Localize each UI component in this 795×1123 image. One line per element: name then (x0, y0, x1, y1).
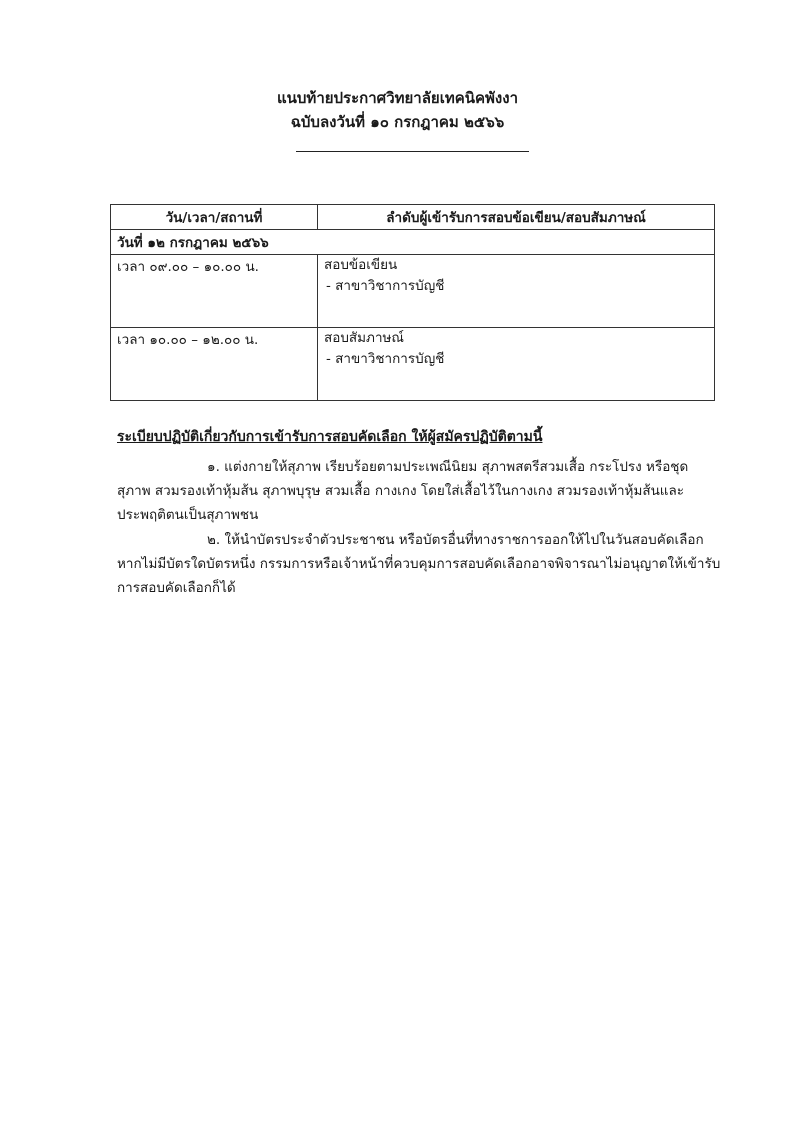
rules-heading: ระเบียบปฏิบัติเกี่ยวกับการเข้ารับการสอบคัดเลือก ให้ผู้สมัครปฏิบัติตามนี้ (117, 429, 543, 445)
table-row (111, 255, 715, 328)
time-cell: เวลา ๐๙.๐๐ – ๑๐.๐๐ น. (111, 255, 318, 328)
column-header-order: ลำดับผู้เข้ารับการสอบข้อเขียน/สอบสัมภาษณ์ (318, 205, 715, 230)
table-row (111, 328, 715, 401)
rule-text-line: ประพฤติตนเป็นสุภาพชน (117, 507, 259, 523)
exam-date: วันที่ ๑๒ กรกฎาคม ๒๕๖๖ (111, 230, 715, 255)
rule-item-1 (117, 455, 721, 527)
time-cell: เวลา ๑๐.๐๐ – ๑๒.๐๐ น. (111, 328, 318, 401)
activity-label: สอบข้อเขียน (324, 257, 398, 273)
table-date-row (111, 230, 715, 255)
activity-label: สอบสัมภาษณ์ (324, 330, 404, 346)
activity-cell (318, 328, 715, 401)
document-title: แนบท้ายประกาศวิทยาลัยเทคนิคพังงา (276, 89, 518, 107)
rule-item-2 (117, 528, 721, 600)
column-header-datetime: วัน/เวลา/สถานที่ (111, 205, 318, 230)
activity-detail: - สาขาวิชาการบัญชี (326, 278, 445, 294)
rule-text-line: ๑. แต่งกายให้สุภาพ เรียบร้อยตามประเพณีนิยม สุภาพสตรีสวมเสื้อ กระโปรง หรือชุด (207, 459, 689, 475)
schedule-table (110, 204, 715, 401)
table-header-row (111, 205, 715, 230)
activity-cell (318, 255, 715, 328)
rule-text-line: ๒. ให้นำบัตรประจำตัวประชาชน หรือบัตรอื่นที่ทางราชการออกให้ไปในวันสอบคัดเลือก (207, 532, 704, 548)
rule-text-line: หากไม่มีบัตรใดบัตรหนึ่ง กรรมการหรือเจ้าหน้าที่ควบคุมการสอบคัดเลือกอาจพิจารณาไม่อนุญาตให้เข้ารับ (117, 556, 721, 572)
rule-text-line: สุภาพ สวมรองเท้าหุ้มส้น สุภาพบุรุษ สวมเสื้อ กางเกง โดยใส่เสื้อไว้ในกางเกง สวมรองเท้าหุ้มส้นและ (117, 483, 685, 499)
title-divider (296, 151, 529, 152)
activity-detail: - สาขาวิชาการบัญชี (326, 351, 445, 367)
rule-text-line: การสอบคัดเลือกก็ได้ (117, 580, 236, 596)
document-date-line: ฉบับลงวันที่ ๑๐ กรกฎาคม ๒๕๖๖ (290, 113, 505, 131)
